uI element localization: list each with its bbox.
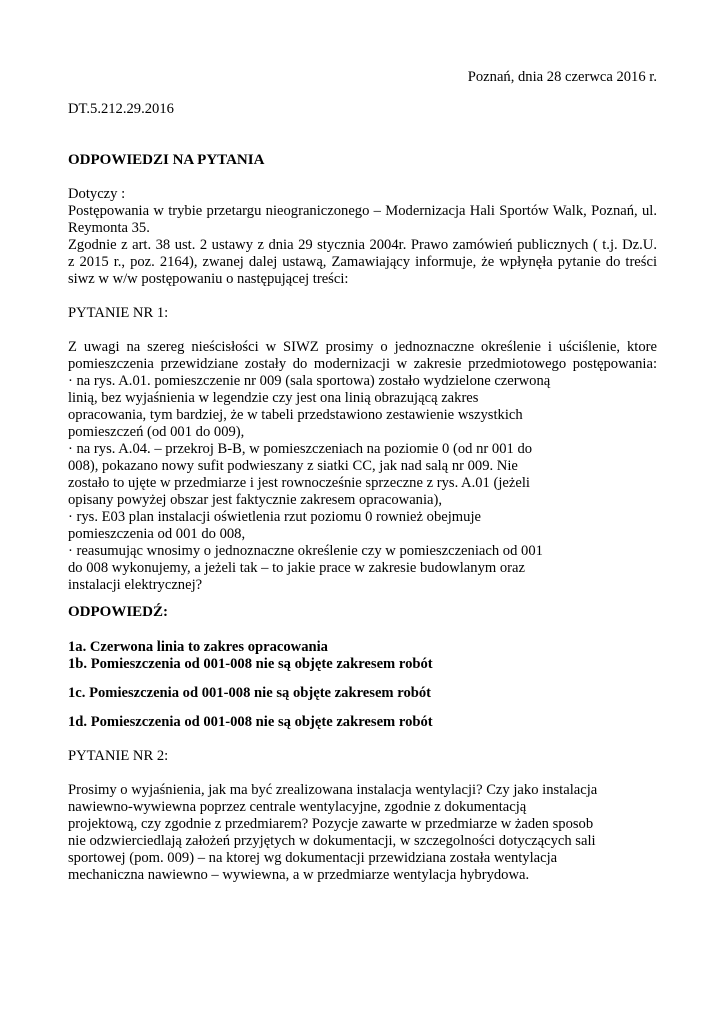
concerns-label: Dotyczy : xyxy=(68,186,126,202)
question-2-line: mechaniczna nawiewno – wywiewna, a w przedmiarze wentylacja hybrydowa. xyxy=(68,867,530,883)
document-title: ODPOWIEDZI NA PYTANIA xyxy=(68,152,265,168)
answer-1a: 1a. Czerwona linia to zakres opracowania xyxy=(68,639,328,655)
question-2-line: sportowej (pom. 009) – na ktorej wg dokumentacji przewidziana została wentylacja xyxy=(68,850,558,866)
question-2-body xyxy=(68,782,657,884)
question-1-body xyxy=(68,339,657,594)
intro-line: Zgodnie z art. 38 ust. 2 ustawy z dnia 29 stycznia 2004r. Prawo zamówień publicznych ( t.j. Dz.U. xyxy=(68,237,657,253)
answer-1b: 1b. Pomieszczenia od 001-008 nie są objęte zakresem robót xyxy=(68,656,433,672)
intro-line: siwz w w/w postępowaniu o następującej treści: xyxy=(68,271,349,287)
question-1-line: 008), pokazano nowy sufit podwieszany z siatki CC, jak nad salą nr 009. Nie xyxy=(68,458,518,474)
question-1-line: do 008 wykonujemy, a jeżeli tak – to jakie prace w zakresie budowlanym oraz xyxy=(68,560,525,576)
question-1-line: · na rys. A.01. pomieszczenie nr 009 (sala sportowa) zostało wydzielone czerwoną xyxy=(68,373,551,389)
question-1-line: · rys. E03 plan instalacji oświetlenia rzut poziomu 0 rownież obejmuje xyxy=(68,509,481,525)
place-date: Poznań, dnia 28 czerwca 2016 r. xyxy=(467,69,657,85)
question-1-line: opisany powyżej obszar jest faktycznie zakresem opracowania), xyxy=(68,492,443,508)
answer-1-label: ODPOWIEDŹ: xyxy=(68,604,169,620)
question-2-line: Prosimy o wyjaśnienia, jak ma być zrealizowana instalacja wentylacji? Czy jako instalacja xyxy=(68,782,598,798)
answer-1c: 1c. Pomieszczenia od 001-008 nie są objęte zakresem robót xyxy=(68,685,432,701)
question-2-line: nie odzwierciedlają założeń przyjętych w dokumentacji, w szczegolności dotyczących sali xyxy=(68,833,596,849)
reference-number: DT.5.212.29.2016 xyxy=(68,101,174,117)
question-1-line: pomieszczenia przewidziane zostały do modernizacji w zakresie przedmiotowego postępowania: xyxy=(68,356,657,372)
question-2-label: PYTANIE NR 2: xyxy=(68,748,169,764)
intro-line: Postępowania w trybie przetargu nieograniczonego – Modernizacja Hali Sportów Walk, Poznań, ul. xyxy=(68,203,657,219)
question-1-line: Z uwagi na szereg nieścisłości w SIWZ prosimy o jednoznaczne określenie i uściślenie, ktore xyxy=(68,339,657,355)
intro-line: z 2015 r., poz. 2164), zwanej dalej ustawą, Zamawiający informuje, że wpłynęła pytanie do treści xyxy=(68,254,657,270)
question-1-line: linią, bez wyjaśnienia w legendzie czy jest ona linią obrazującą zakres xyxy=(68,390,479,406)
question-1-line: zostało to ujęte w przedmiarze i jest rownocześnie sprzeczne z rys. A.01 (jeżeli xyxy=(68,475,530,491)
question-2-line: nawiewno-wywiewna poprzez centrale wentylacyjne, zgodnie z dokumentacją xyxy=(68,799,527,815)
question-2-line: projektową, czy zgodnie z przedmiarem? Pozycje zawarte w przedmiarze w żaden sposob xyxy=(68,816,594,832)
intro-section xyxy=(68,186,657,288)
question-1-line: · reasumując wnosimy o jednoznaczne określenie czy w pomieszczeniach od 001 xyxy=(68,543,543,559)
answer-1d: 1d. Pomieszczenia od 001-008 nie są objęte zakresem robót xyxy=(68,714,433,730)
question-1-line: instalacji elektrycznej? xyxy=(68,577,203,593)
question-1-label: PYTANIE NR 1: xyxy=(68,305,169,321)
question-1-line: pomieszczeń (od 001 do 009), xyxy=(68,424,245,440)
question-1-line: · na rys. A.04. – przekroj B-B, w pomieszczeniach na poziomie 0 (od nr 001 do xyxy=(68,441,533,457)
intro-line: Reymonta 35. xyxy=(68,220,150,236)
question-1-line: pomieszczenia od 001 do 008, xyxy=(68,526,246,542)
question-1-line: opracowania, tym bardziej, że w tabeli przedstawiono zestawienie wszystkich xyxy=(68,407,523,423)
